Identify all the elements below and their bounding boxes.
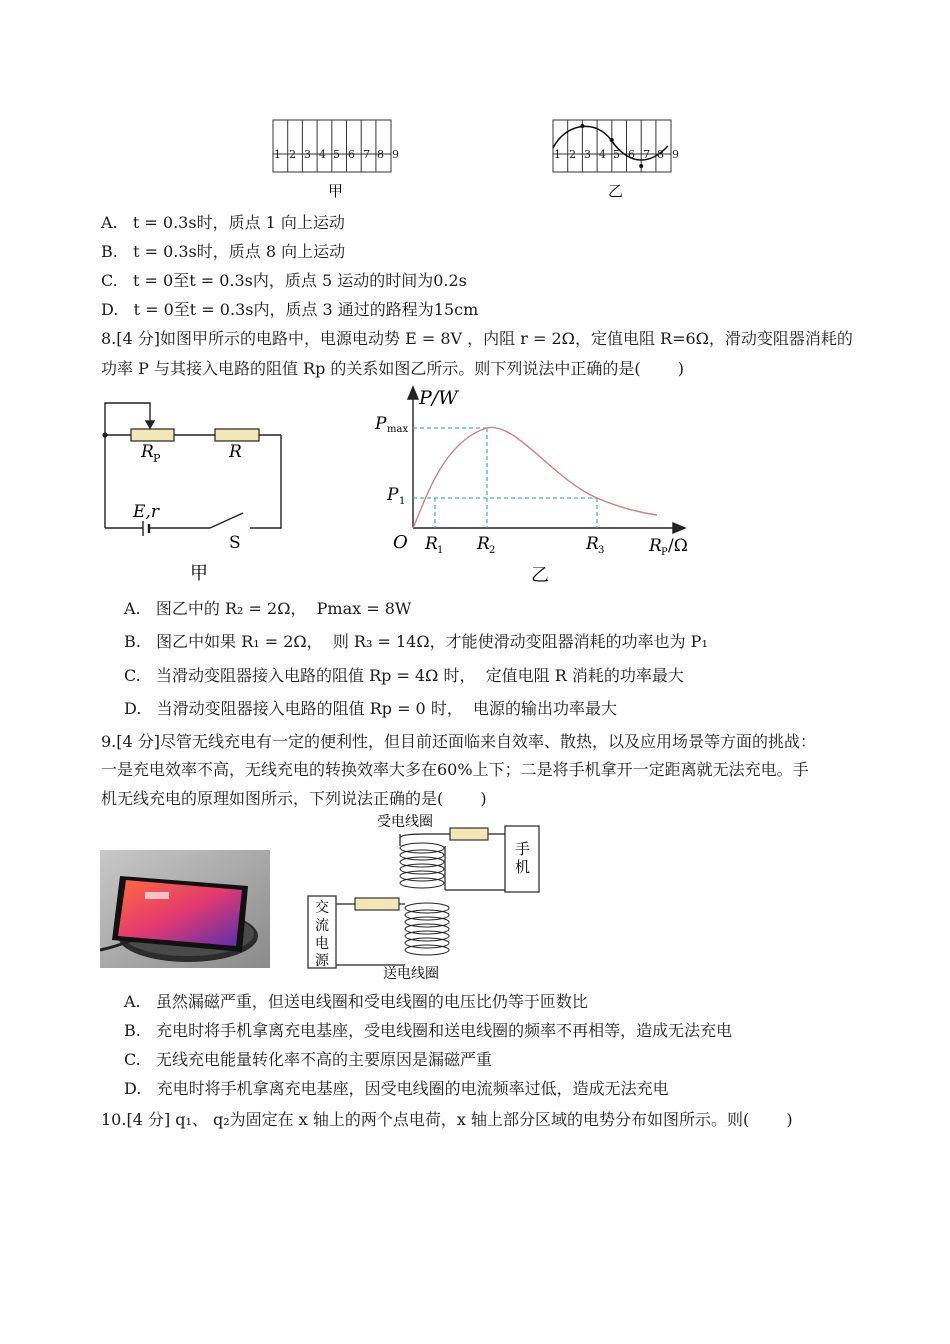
figure-caption: 甲 xyxy=(190,563,208,584)
receive-coil-label: 受电线圈 xyxy=(377,814,433,830)
ac-label-3: 电 xyxy=(315,936,329,952)
q7-option-a: A. t = 0.3s时，质点 1 向上运动 xyxy=(101,213,345,232)
q8-option-a: A. 图乙中的 R₂ = 2Ω， Pmax = 8W xyxy=(124,599,412,618)
r2-sub: 2 xyxy=(489,545,496,556)
q9-stem-line3: 机无线充电的原理如图所示，下列说法正确的是( ) xyxy=(101,789,487,808)
q8-stem-line2: 功率 P 与其接入电路的阻值 Rp 的关系如图乙所示。则下列说法中正确的是( ) xyxy=(101,359,684,378)
q8-option-b: B. 图乙中如果 R₁ = 2Ω， 则 R₃ = 14Ω，才能使滑动变阻器消耗的功率也为 P₁ xyxy=(124,632,708,651)
q7-option-c: C. t = 0至t = 0.3s内，质点 5 运动的时间为0.2s xyxy=(101,271,467,290)
ac-label-4: 源 xyxy=(315,953,329,969)
tick-label: 9 xyxy=(672,148,679,161)
phone-label-1: 手 xyxy=(515,840,531,858)
figure-caption: 乙 xyxy=(531,565,549,586)
wireless-charging-diagram xyxy=(305,808,545,983)
r3-label: R xyxy=(586,534,599,554)
er-label: E,r xyxy=(133,502,159,522)
q8-stem-line1: 8.[4 分]如图甲所示的电路中，电源电动势 E = 8V ，内阻 r = 2Ω，定值电阻 R=6Ω，滑动变阻器消耗的 xyxy=(101,329,853,348)
tick-label: 3 xyxy=(584,148,591,161)
tick-label: 4 xyxy=(319,148,326,161)
tick-label: 9 xyxy=(392,148,399,161)
power-graph xyxy=(365,383,700,588)
q7-option-b: B. t = 0.3s时，质点 8 向上运动 xyxy=(101,242,346,261)
rp-label: R xyxy=(141,442,154,462)
figure-caption: 乙 xyxy=(608,182,624,200)
r1-sub: 1 xyxy=(437,545,444,556)
tick-label: 1 xyxy=(554,148,561,161)
x-axis-label: R xyxy=(649,536,662,556)
origin-label: O xyxy=(393,532,408,553)
tick-label: 3 xyxy=(304,148,311,161)
r2-label: R xyxy=(477,534,490,554)
q9-stem-line2: 一是充电效率不高，无线充电的转换效率大多在60%上下；二是将手机拿开一定距离就无法充电。手 xyxy=(101,760,809,779)
tick-label: 6 xyxy=(348,148,355,161)
q9-option-a: A. 虽然漏磁严重，但送电线圈和受电线圈的电压比仍等于匝数比 xyxy=(124,992,588,1011)
ac-label-1: 交 xyxy=(315,900,329,916)
tick-label: 5 xyxy=(613,148,620,161)
q9-option-b: B. 充电时将手机拿离充电基座，受电线圈和送电线圈的频率不再相等，造成无法充电 xyxy=(124,1021,733,1040)
q8-option-d: D. 当滑动变阻器接入电路的阻值 Rp = 0 时， 电源的输出功率最大 xyxy=(124,699,617,718)
tick-label: 5 xyxy=(333,148,340,161)
r-label: R xyxy=(229,442,242,462)
tick-label: 6 xyxy=(628,148,635,161)
tick-label: 7 xyxy=(363,148,370,161)
q9-stem-line1: 9.[4 分]尽管无线充电有一定的便利性，但目前还面临来自效率、散热，以及应用场景等方面的挑战： xyxy=(101,732,817,751)
figure-caption: 甲 xyxy=(328,182,344,200)
tick-label: 8 xyxy=(657,148,664,161)
ac-label-2: 流 xyxy=(315,918,329,934)
q9-option-c: C. 无线充电能量转化率不高的主要原因是漏磁严重 xyxy=(124,1050,493,1069)
tick-label: 4 xyxy=(599,148,606,161)
p1-label: P xyxy=(387,485,399,505)
x-axis-sub: P xyxy=(661,547,668,558)
pmax-label: P xyxy=(375,414,387,434)
phone-label-2: 机 xyxy=(515,858,531,876)
switch-label: S xyxy=(229,533,241,553)
rp-sub: P xyxy=(153,452,161,465)
grid-figure-right xyxy=(550,118,685,202)
tick-label: 2 xyxy=(289,148,296,161)
tick-label: 8 xyxy=(377,148,384,161)
x-axis-unit: /Ω xyxy=(668,536,688,556)
q10-stem-line1: 10.[4 分] q₁、 q₂为固定在 x 轴上的两个点电荷，x 轴上部分区域的电势分布如图所示。则( ) xyxy=(101,1110,793,1129)
q8-option-c: C. 当滑动变阻器接入电路的阻值 Rp = 4Ω 时， 定值电阻 R 消耗的功率最大 xyxy=(124,666,684,685)
p1-sub: 1 xyxy=(399,496,406,507)
q7-option-d: D. t = 0至t = 0.3s内，质点 3 通过的路程为15cm xyxy=(101,300,479,319)
pmax-sub: max xyxy=(387,424,409,435)
q9-option-d: D. 充电时将手机拿离充电基座，因受电线圈的电流频率过低，造成无法充电 xyxy=(124,1079,669,1098)
y-axis-label: P/W xyxy=(419,387,458,409)
send-coil-label: 送电线圈 xyxy=(383,966,439,982)
r3-sub: 3 xyxy=(598,545,605,556)
grid-figure-left xyxy=(270,118,400,202)
phone-charging-photo xyxy=(100,850,270,968)
circuit-diagram xyxy=(95,395,295,590)
tick-label: 7 xyxy=(643,148,650,161)
tick-label: 2 xyxy=(569,148,576,161)
r1-label: R xyxy=(425,534,438,554)
tick-label: 1 xyxy=(274,148,281,161)
